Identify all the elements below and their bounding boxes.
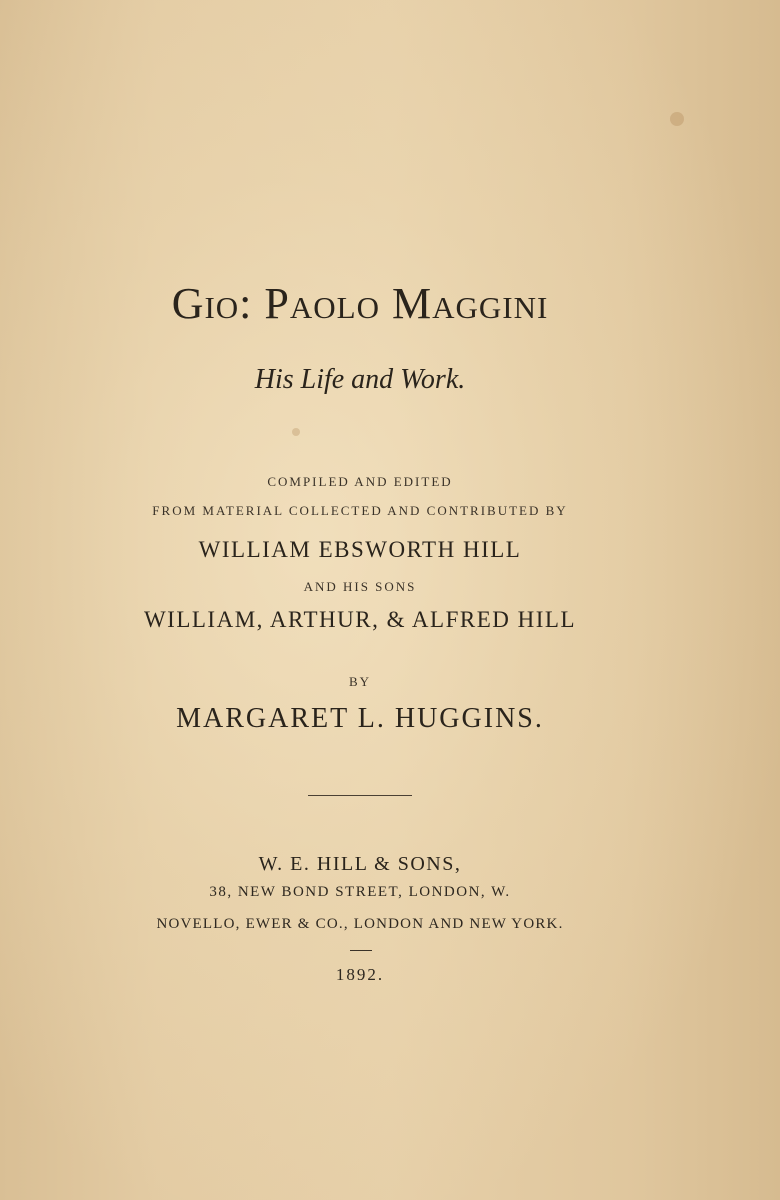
and-sons-line: AND HIS SONS	[303, 579, 417, 594]
sons-names: WILLIAM, ARTHUR, & ALFRED HILL	[143, 607, 577, 632]
from-line: FROM MATERIAL COLLECTED AND CONTRIBUTED BY	[152, 503, 568, 518]
by-line: BY	[348, 674, 372, 689]
foxing-spot	[670, 112, 684, 126]
publisher-address: 38, NEW BOND STREET, LONDON, W.	[209, 884, 511, 900]
short-divider	[350, 950, 372, 951]
co-publisher: NOVELLO, EWER & CO., LONDON AND NEW YORK.	[156, 916, 564, 932]
author-name: MARGARET L. HUGGINS.	[176, 703, 544, 734]
publisher-name: W. E. HILL & SONS,	[258, 853, 462, 875]
book-title: Gio: Paolo Maggini	[171, 279, 549, 328]
compiled-line: COMPILED AND EDITED	[267, 474, 453, 489]
divider-rule	[308, 795, 412, 796]
book-subtitle: His Life and Work.	[254, 364, 466, 395]
foxing-spot	[292, 428, 300, 436]
publication-year: 1892.	[335, 965, 385, 984]
primary-contributor: WILLIAM EBSWORTH HILL	[198, 537, 522, 562]
